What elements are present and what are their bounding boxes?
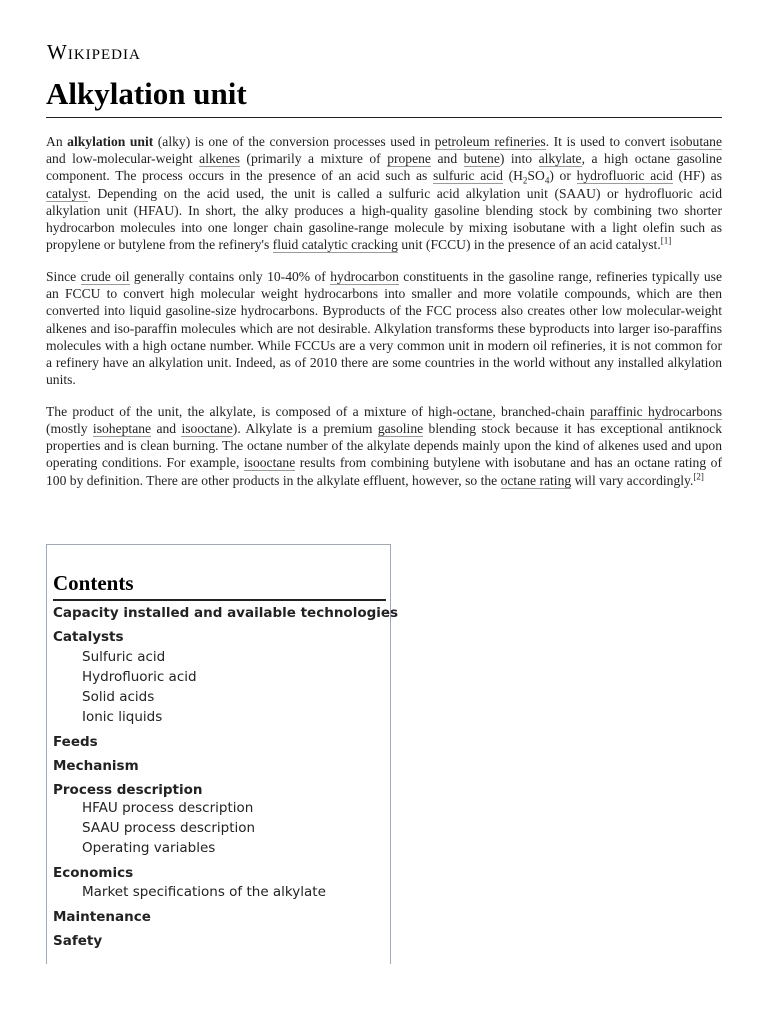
toc-divider [53,599,386,601]
link-sulfuric-acid[interactable]: sulfuric acid [433,168,503,184]
text: ) or [549,168,577,184]
toc-item-mechanism[interactable]: Mechanism [53,758,139,774]
text: generally contains only 10-40% of [129,268,331,284]
subscript: 2 [522,176,528,187]
text: . Depending on the acid used, the unit is called a sulfuric acid alkylation unit (SAAU) or hydrofluoric acid alkylation unit (HFAU). In short, the alky produces a high-quality gasoline blending stock by combining two shorter hydrocarbon molecules into one longer chain gasoline-range molecule by mixing isobutane with a light olefin such as propylene or butylene from the refinery's [46,185,722,253]
link-propene[interactable]: propene [387,151,431,167]
paragraph-crude-oil [46,268,722,388]
toc-item-feeds[interactable]: Feeds [53,734,98,750]
toc-item-hydrofluoric-acid[interactable]: Hydrofluoric acid [82,669,197,685]
text: and [151,421,182,437]
paragraph-intro [46,133,722,253]
link-fluid-catalytic-cracking[interactable]: fluid catalytic cracking [272,237,398,253]
link-crude-oil[interactable]: crude oil [80,268,130,284]
link-isobutane[interactable]: isobutane [669,134,722,149]
toc-item-process-description[interactable]: Process description [53,782,203,798]
link-butene[interactable]: butene [463,151,500,167]
text: ). Alkylate is a premium [232,421,378,437]
toc-item-capacity[interactable]: Capacity installed and available technologies [53,605,399,621]
text: . It is used to convert [545,134,670,149]
reference-2[interactable]: [2] [693,471,704,482]
text: ) into [499,151,539,167]
text: , branched-chain [492,403,591,419]
text: An [46,134,68,149]
text: (HF) as [672,168,722,184]
toc-item-solid-acids[interactable]: Solid acids [82,689,155,705]
text: , a high octane gasoline component. The process occurs in the presence of an acid such as [46,151,722,184]
text: and [430,151,464,167]
toc-item-ionic-liquids[interactable]: Ionic liquids [82,709,163,725]
link-hydrofluoric-acid[interactable]: hydrofluoric acid [576,168,673,184]
page-title: Alkylation unit [46,76,247,111]
bold-term: alkylation unit [67,134,154,149]
link-hydrocarbon[interactable]: hydrocarbon [330,268,399,284]
paragraph-product [46,403,722,489]
table-of-contents [46,544,399,964]
link-isooctane[interactable]: isooctane [181,421,233,437]
link-catalyst[interactable]: catalyst [46,185,88,201]
link-octane-rating[interactable]: octane rating [500,472,572,488]
text: will vary accordingly. [571,472,694,488]
reference-1[interactable]: [1] [660,235,672,246]
toc-item-maintenance[interactable]: Maintenance [53,909,151,925]
text: (H [502,168,523,184]
toc-item-hfau-process[interactable]: HFAU process description [82,800,254,816]
link-isooctane[interactable]: isooctane [243,455,296,471]
text: unit (FCCU) in the presence of an acid catalyst. [397,237,661,253]
toc-item-sulfuric-acid[interactable]: Sulfuric acid [82,649,166,665]
subscript: 4 [544,176,550,187]
toc-item-saau-process[interactable]: SAAU process description [82,820,256,836]
text: results from combining butylene with isobutane and has an octane rating of 100 by definition. There are other products in the alkylate effluent, however, so the [46,455,723,488]
text: The product of the unit, the alkylate, is composed of a mixture of high- [46,403,457,419]
title-divider [46,117,722,118]
toc-item-operating-variables[interactable]: Operating variables [82,840,216,856]
link-paraffinic-hydrocarbons[interactable]: paraffinic hydrocarbons [590,403,722,419]
text: and low-molecular-weight [46,151,200,167]
toc-item-market-specifications[interactable]: Market specifications of the alkylate [82,884,326,900]
text: (primarily a mixture of [239,151,388,167]
toc-item-economics[interactable]: Economics [53,865,134,881]
text: constituents in the gasoline range, refineries typically use an FCCU to convert high molecular weight hydrocarbons into smaller and more volatile compounds, which are then converted into liquid gasoline-size hydrocarbons. Byproducts of the FCC process also creates other low molecular-weight alkenes and iso-paraffin molecules which are not desirable. Alkylation transforms these byproducts into larger iso-paraffins molecules with a high octane number. While FCCUs are a very common unit in modern oil refineries, it is not common for a refinery have an alkylation unit. Indeed, as of 2010 there are some countries in the world without any installed alkylation units. [46,268,722,388]
wikipedia-logo[interactable]: Wikipedia [47,40,141,64]
link-petroleum-refineries[interactable]: petroleum refineries [434,134,546,149]
link-alkylate[interactable]: alkylate [538,151,582,167]
text: blending stock because it has exceptional antiknock properties and is clean burning. The octane number of the alkylate depends mainly upon the kind of alkenes used and upon operating conditions. For example, [46,421,722,471]
toc-item-safety[interactable]: Safety [53,933,103,949]
link-alkenes[interactable]: alkenes [199,151,240,167]
text: (mostly [46,421,93,437]
text: SO [527,168,545,184]
link-octane[interactable]: octane [456,403,493,419]
link-isoheptane[interactable]: isoheptane [92,421,152,437]
text: (alky) is one of the conversion processes used in [153,134,435,149]
article-body [46,133,722,503]
toc-item-catalysts[interactable]: Catalysts [53,629,124,645]
toc-title: Contents [53,571,134,595]
link-gasoline[interactable]: gasoline [377,421,424,437]
text: Since [46,268,81,284]
